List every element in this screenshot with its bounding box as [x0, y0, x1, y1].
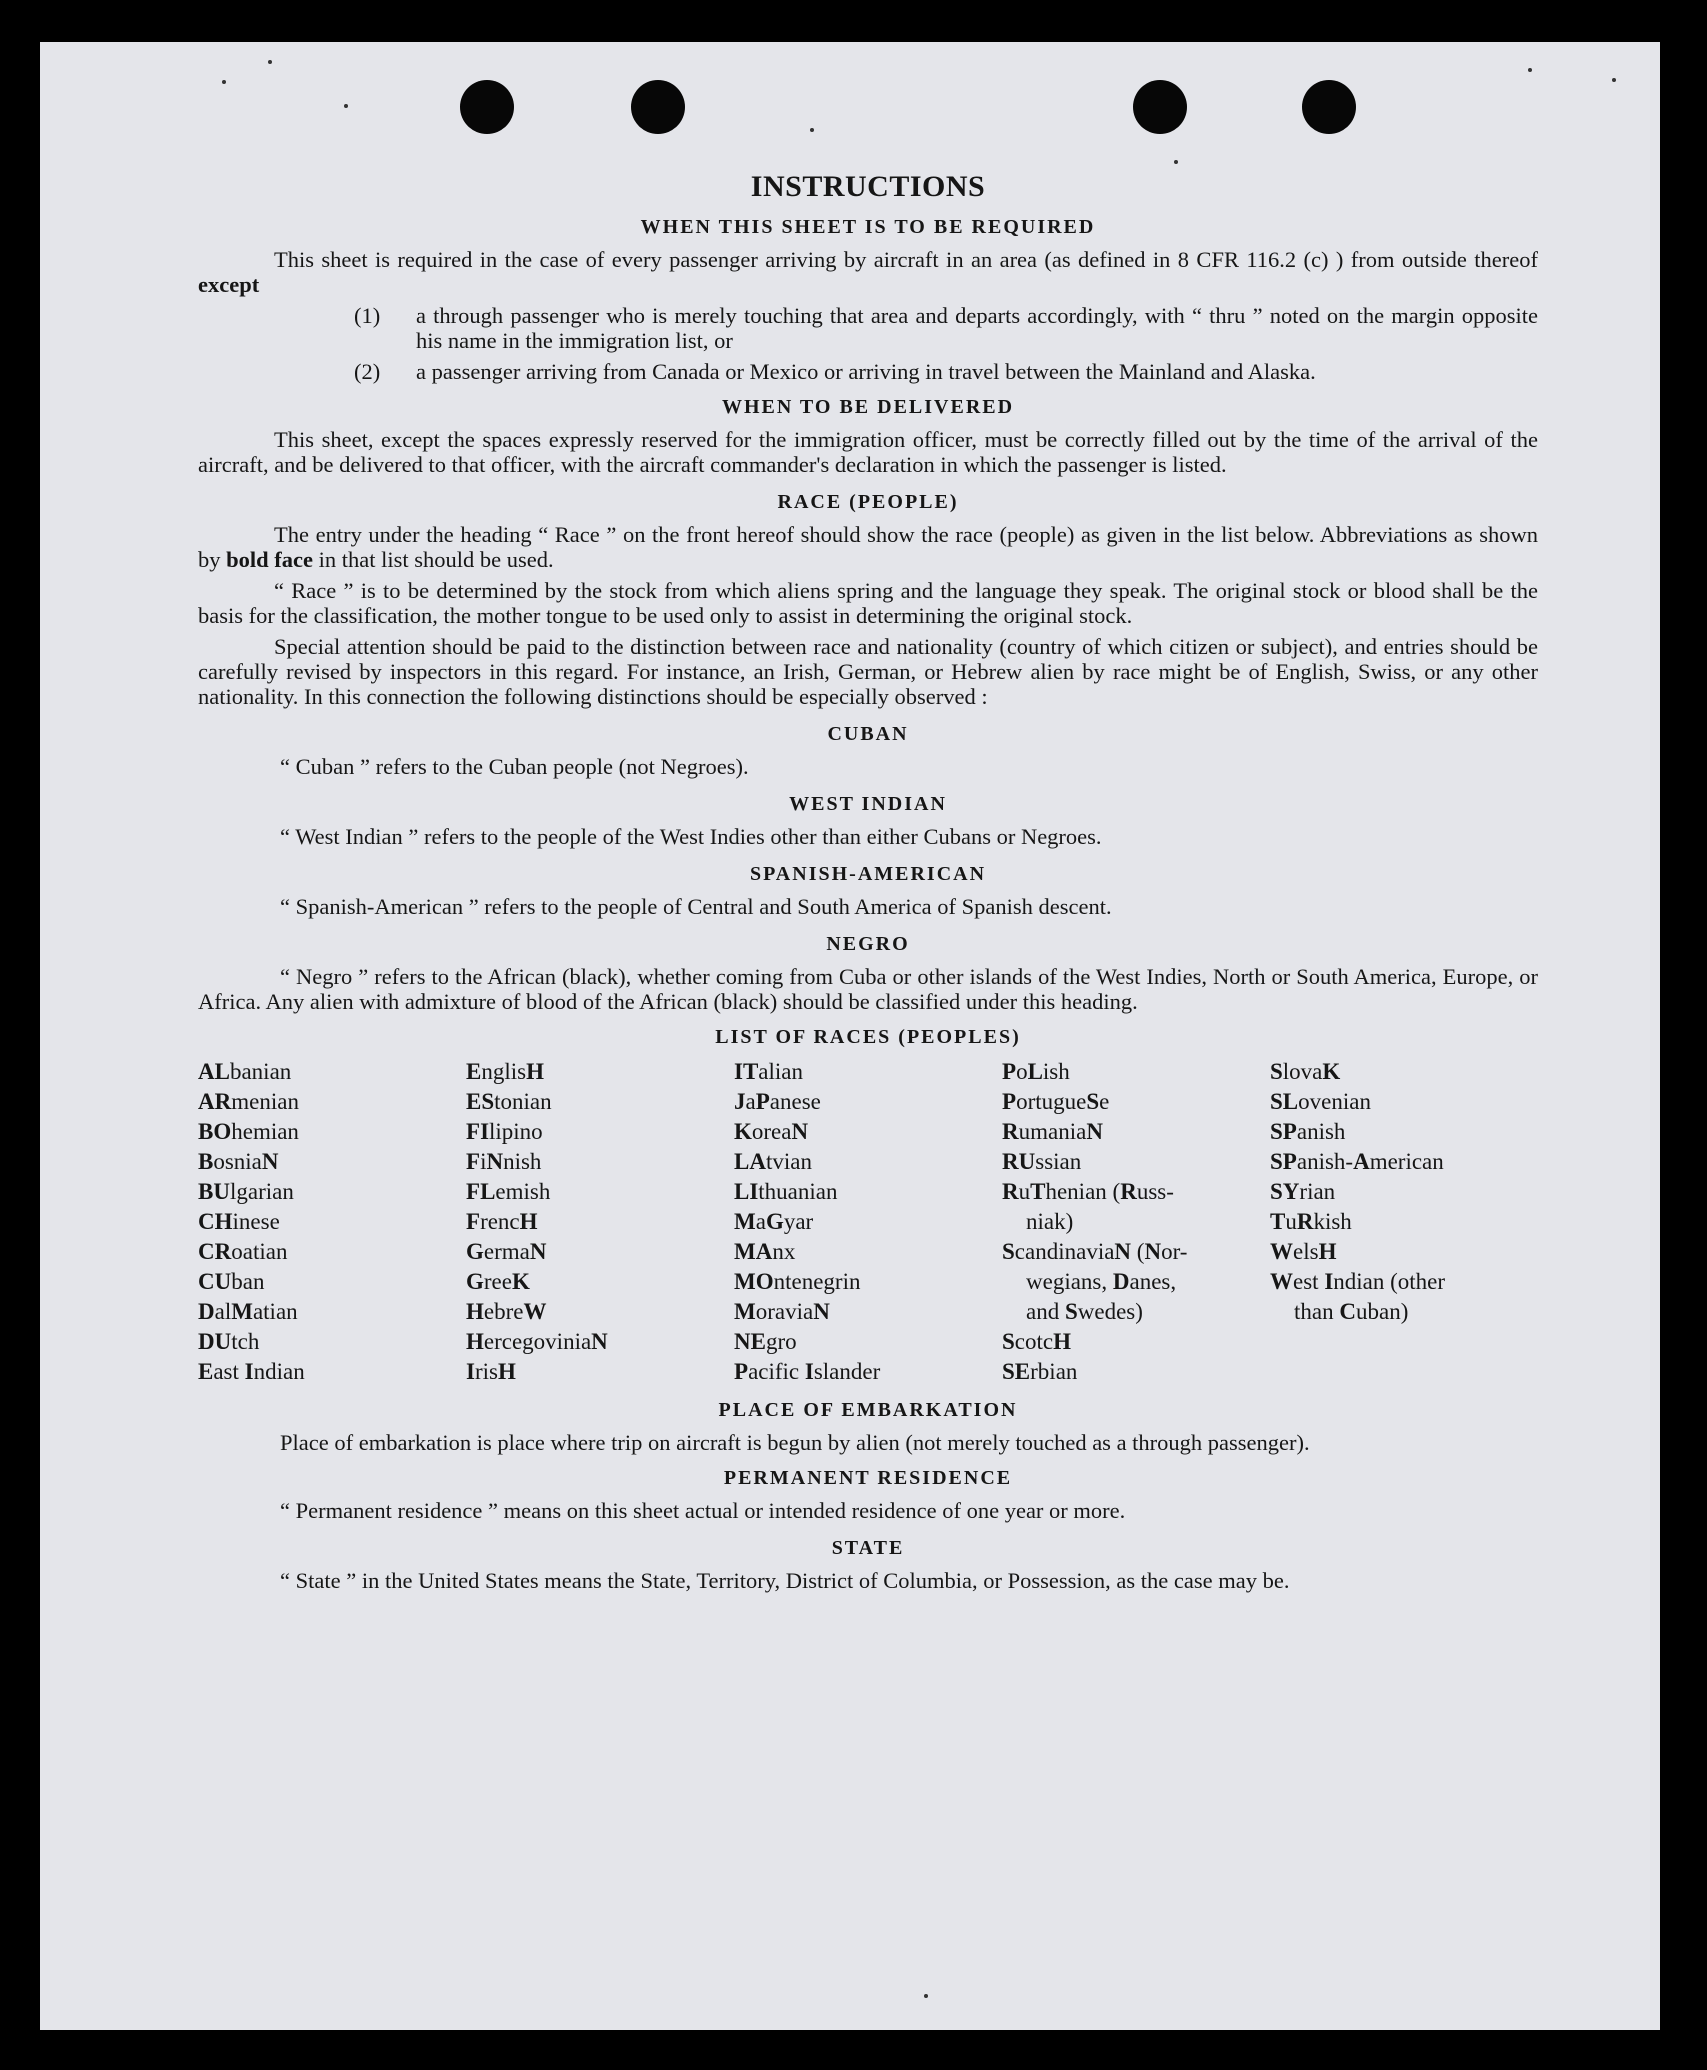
race-para-3: Special attention should be paid to the distinction between race and nationality (country of which citizen or subject), and entries should be carefully revised by inspectors in this regard. For instance, an Irish, German, or Hebrew alien by race might be of English, Swiss, or any other nationality. In this connection the following distinctions should be especially observed : — [198, 634, 1538, 709]
race-column — [734, 1057, 1002, 1387]
race-para-1: The entry under the heading “ Race ” on the front hereof should show the race (people) as given in the list below. Abbreviations as shown by bold face in that list should be used. — [198, 522, 1538, 572]
required-intro: This sheet is required in the case of every passenger arriving by aircraft in an area (as defined in 8 CFR 116.2 (c) ) from outside thereof except — [198, 247, 1538, 297]
speck — [344, 104, 348, 108]
speck — [1528, 68, 1532, 72]
race-column — [466, 1057, 734, 1387]
race-entry: GermaN — [466, 1239, 547, 1264]
race-entry: ALbanian — [198, 1059, 292, 1084]
document-page — [40, 42, 1660, 2030]
race-entry: FrencH — [466, 1209, 538, 1234]
race-entry: CRoatian — [198, 1239, 288, 1264]
heading-negro: NEGRO — [826, 933, 910, 955]
race-entry: PortugueSe — [1002, 1089, 1110, 1114]
race-entry: PoLish — [1002, 1059, 1070, 1084]
race-column — [1270, 1057, 1538, 1387]
race-entry: SErbian — [1002, 1359, 1078, 1384]
race-entry: SPanish — [1270, 1119, 1346, 1144]
heading-spanish-american: SPANISH-AMERICAN — [749, 863, 987, 885]
state-text: “ State ” in the United States means the State, Territory, District of Columbia, or Possession, as the case may be. — [280, 1568, 1290, 1593]
race-entry: SPanish-American — [1270, 1149, 1444, 1174]
west-indian-text: “ West Indian ” refers to the people of the West Indies other than either Cubans or Negroes. — [280, 824, 1102, 849]
race-entry: EnglisH — [466, 1059, 544, 1084]
heading-residence: PERMANENT RESIDENCE — [723, 1467, 1013, 1489]
heading-state: STATE — [831, 1537, 905, 1559]
race-entry: CUban — [198, 1269, 265, 1294]
race-entry: FLemish — [466, 1179, 551, 1204]
race-entry: and Swedes) — [1026, 1299, 1143, 1324]
race-entry: MoraviaN — [734, 1299, 830, 1324]
race-entry: SLovenian — [1270, 1089, 1371, 1114]
race-entry: RUssian — [1002, 1149, 1082, 1174]
heading-when-delivered: WHEN TO BE DELIVERED — [721, 396, 1015, 418]
heading-when-required: WHEN THIS SHEET IS TO BE REQUIRED — [640, 216, 1096, 238]
race-entry: MOntenegrin — [734, 1269, 861, 1294]
punch-hole — [631, 80, 685, 134]
punch-hole — [1302, 80, 1356, 134]
race-list — [198, 1057, 1538, 1387]
punch-hole — [460, 80, 514, 134]
speck — [1174, 160, 1178, 164]
race-entry: Pacific Islander — [734, 1359, 881, 1384]
instructions-content — [198, 170, 1538, 1593]
race-entry: MaGyar — [734, 1209, 814, 1234]
embarkation-text: Place of embarkation is place where trip on aircraft is begun by alien (not merely touched as a through passenger). — [280, 1430, 1310, 1455]
race-column — [198, 1057, 466, 1387]
race-entry: KoreaN — [734, 1119, 809, 1144]
race-entry: ARmenian — [198, 1089, 299, 1114]
race-entry: RuThenian (Russ- — [1002, 1179, 1174, 1204]
speck — [1612, 78, 1616, 82]
heading-cuban: CUBAN — [827, 723, 909, 745]
cuban-text: “ Cuban ” refers to the Cuban people (not Negroes). — [280, 754, 749, 779]
heading-west-indian: WEST INDIAN — [789, 793, 947, 815]
race-entry: GreeK — [466, 1269, 530, 1294]
race-entry: ScandinaviaN (Nor- — [1002, 1239, 1188, 1264]
speck — [924, 1994, 928, 1998]
race-entry: ScotcH — [1002, 1329, 1071, 1354]
race-entry: than Cuban) — [1294, 1299, 1409, 1324]
race-entry: DalMatian — [198, 1299, 298, 1324]
race-entry: ITalian — [734, 1059, 803, 1084]
race-entry: SYrian — [1270, 1179, 1336, 1204]
delivered-text: This sheet, except the spaces expressly reserved for the immigration officer, must be correctly filled out by the time of the arrival of the aircraft, and be delivered to that officer, with the aircraft commander's declaration in which the passenger is listed. — [198, 427, 1538, 477]
race-entry: FIlipino — [466, 1119, 543, 1144]
negro-text: “ Negro ” refers to the African (black), whether coming from Cuba or other islands of the West Indies, North or South America, Europe, or Africa. Any alien with admixture of blood of the African (black) should be classified under this heading. — [198, 964, 1538, 1014]
residence-text: “ Permanent residence ” means on this sheet actual or intended residence of one year or more. — [280, 1498, 1126, 1523]
race-entry: East Indian — [198, 1359, 305, 1384]
race-entry: IrisH — [466, 1359, 516, 1384]
exception-item: (1) a through passenger who is merely touching that area and departs accordingly, with “ thru ” noted on the margin opposite his name in the immigration list, or — [354, 303, 1538, 353]
race-entry: BosniaN — [198, 1149, 279, 1174]
race-entry: BOhemian — [198, 1119, 299, 1144]
page-title: INSTRUCTIONS — [750, 170, 986, 203]
race-entry: NEgro — [734, 1329, 797, 1354]
race-entry: HebreW — [466, 1299, 547, 1324]
race-entry: CHinese — [198, 1209, 280, 1234]
race-entry: FiNnish — [466, 1149, 542, 1174]
race-entry: EStonian — [466, 1089, 552, 1114]
race-entry: West Indian (other — [1270, 1269, 1446, 1294]
heading-list-of-races: LIST OF RACES (PEOPLES) — [715, 1026, 1021, 1048]
race-para-2: “ Race ” is to be determined by the stock from which aliens spring and the language they speak. The original stock or blood shall be the basis for the classification, the mother tongue to be used only to assist in determining the original stock. — [198, 578, 1538, 628]
race-column — [1002, 1057, 1270, 1387]
race-entry: WelsH — [1270, 1239, 1337, 1264]
race-entry: wegians, Danes, — [1026, 1269, 1177, 1294]
race-entry: RumaniaN — [1002, 1119, 1103, 1144]
race-entry: LIthuanian — [734, 1179, 838, 1204]
speck — [222, 80, 226, 84]
race-entry: HercegoviniaN — [466, 1329, 608, 1354]
race-entry: JaPanese — [734, 1089, 821, 1114]
race-entry: SlovaK — [1270, 1059, 1341, 1084]
speck — [268, 60, 272, 64]
punch-hole — [1133, 80, 1187, 134]
race-entry: LAtvian — [734, 1149, 812, 1174]
race-entry: niak) — [1026, 1209, 1074, 1234]
race-entry: TuRkish — [1270, 1209, 1352, 1234]
heading-race: RACE (PEOPLE) — [777, 491, 959, 513]
heading-embarkation: PLACE OF EMBARKATION — [718, 1399, 1018, 1421]
exception-item: (2) a passenger arriving from Canada or Mexico or arriving in travel between the Mainland and Alaska. — [354, 359, 1316, 384]
race-entry: BUlgarian — [198, 1179, 294, 1204]
race-entry: MAnx — [734, 1239, 796, 1264]
speck — [810, 128, 814, 132]
race-entry: DUtch — [198, 1329, 260, 1354]
spanish-american-text: “ Spanish-American ” refers to the people of Central and South America of Spanish descent. — [280, 894, 1112, 919]
